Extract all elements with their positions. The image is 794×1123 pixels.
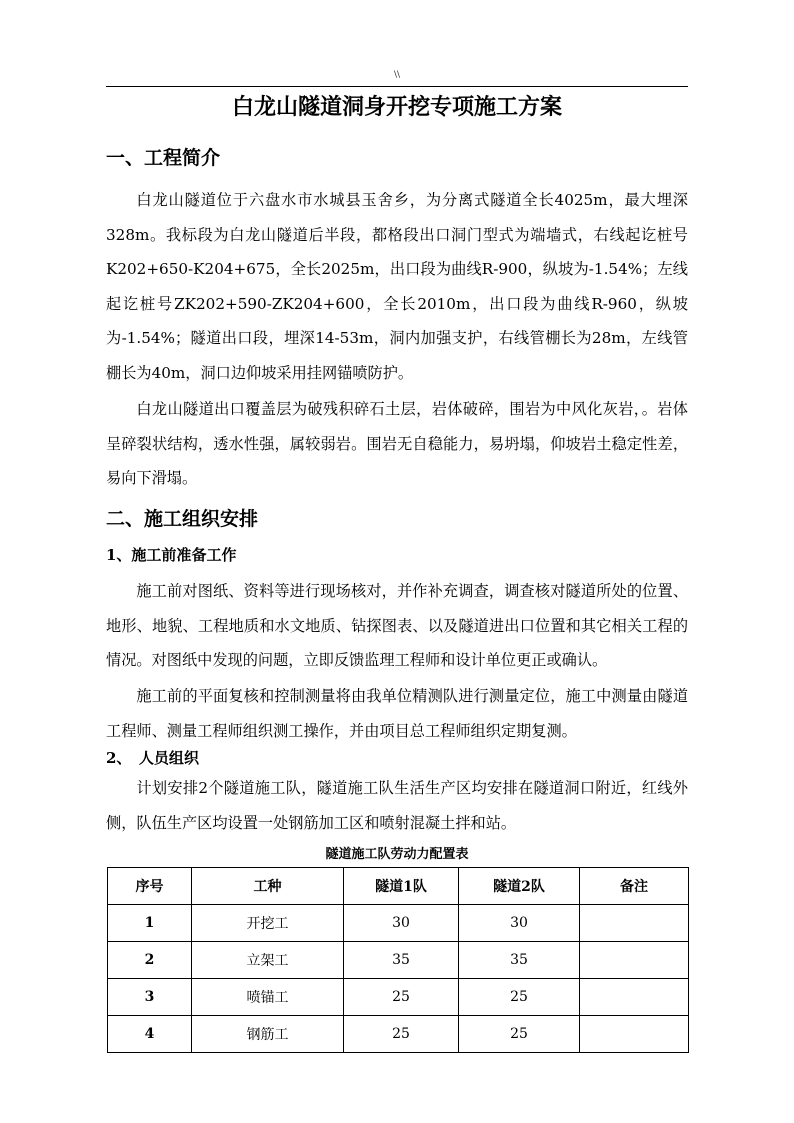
paragraph-geology: 白龙山隧道出口覆盖层为破残积碎石土层，岩体破碎，围岩为中风化灰岩，。岩体呈碎裂状结构，透水性强，属较弱岩。围岩无自稳能力，易坍塌，仰坡岩土稳定性差，易向下滑塌。 — [106, 400, 688, 488]
cell-remarks — [580, 942, 689, 979]
section-heading-overview: 一、工程简介 — [106, 147, 221, 169]
table-row — [108, 979, 689, 1016]
table-header-row — [108, 868, 689, 905]
cell-team2: 25 — [459, 1016, 580, 1053]
cell-index: 3 — [108, 979, 192, 1016]
table-row — [108, 942, 689, 979]
paragraph-preparation: 施工前对图纸、资料等进行现场核对，并作补充调查，调查核对隧道所处的位置、地形、地貌、工程地质和水文地质、钻探图表、以及隧道进出口位置和其它相关工程的情况。对图纸中发现的问题，立即反馈监理工程师和设计单位更正或确认。 — [106, 582, 688, 670]
table-row — [108, 905, 689, 942]
cell-team1: 35 — [344, 942, 459, 979]
paragraph-personnel: 计划安排2个隧道施工队，隧道施工队生活生产区均安排在隧道洞口附近，红线外侧，队伍生产区均设置一处钢筋加工区和喷射混凝土拌和站。 — [106, 779, 688, 832]
cell-team1: 30 — [344, 905, 459, 942]
cell-team1: 25 — [344, 979, 459, 1016]
header-trade: 工种 — [192, 868, 344, 905]
subsection-heading-personnel: 2、 人员组织 — [106, 749, 199, 767]
table-row — [108, 1016, 689, 1053]
header-mark: \\ — [393, 70, 401, 80]
cell-index: 4 — [108, 1016, 192, 1053]
cell-trade: 钢筋工 — [192, 1016, 344, 1053]
cell-trade: 喷锚工 — [192, 979, 344, 1016]
header-team2: 隧道2队 — [459, 868, 580, 905]
cell-team2: 30 — [459, 905, 580, 942]
cell-index: 2 — [108, 942, 192, 979]
cell-team2: 35 — [459, 942, 580, 979]
cell-remarks — [580, 905, 689, 942]
cell-trade: 开挖工 — [192, 905, 344, 942]
cell-team2: 25 — [459, 979, 580, 1016]
cell-remarks — [580, 1016, 689, 1053]
cell-remarks — [580, 979, 689, 1016]
subsection-heading-preparation: 1、施工前准备工作 — [106, 546, 237, 564]
header-rule — [106, 86, 688, 87]
labor-allocation-table — [107, 867, 689, 1053]
cell-trade: 立架工 — [192, 942, 344, 979]
table-caption: 隧道施工队劳动力配置表 — [325, 847, 469, 862]
header-index: 序号 — [108, 868, 192, 905]
document-title: 白龙山隧道洞身开挖专项施工方案 — [231, 94, 562, 120]
cell-index: 1 — [108, 905, 192, 942]
section-heading-organization: 二、施工组织安排 — [106, 508, 259, 530]
paragraph-project-overview: 白龙山隧道位于六盘水市水城县玉舍乡，为分离式隧道全长4025m，最大埋深328m。我标段为白龙山隧道后半段，都格段出口洞门型式为端墙式，右线起讫桩号K202+650-K204+675，全长2025m，出口段为曲线R-900，纵坡为-1.54%；左线起讫桩号ZK202+590-ZK204+600，全长2010m，出口段为曲线R-960，纵坡为-1.54%；隧道出口段，埋深14-53m，洞内加强支护，右线管棚长为28m，左线管棚长为40m，洞口边仰坡采用挂网锚喷防护。 — [106, 191, 688, 382]
header-team1: 隧道1队 — [344, 868, 459, 905]
paragraph-survey: 施工前的平面复核和控制测量将由我单位精测队进行测量定位，施工中测量由隧道工程师、测量工程师组织测工操作，并由项目总工程师组织定期复测。 — [106, 687, 688, 740]
cell-team1: 25 — [344, 1016, 459, 1053]
header-remarks: 备注 — [580, 868, 689, 905]
